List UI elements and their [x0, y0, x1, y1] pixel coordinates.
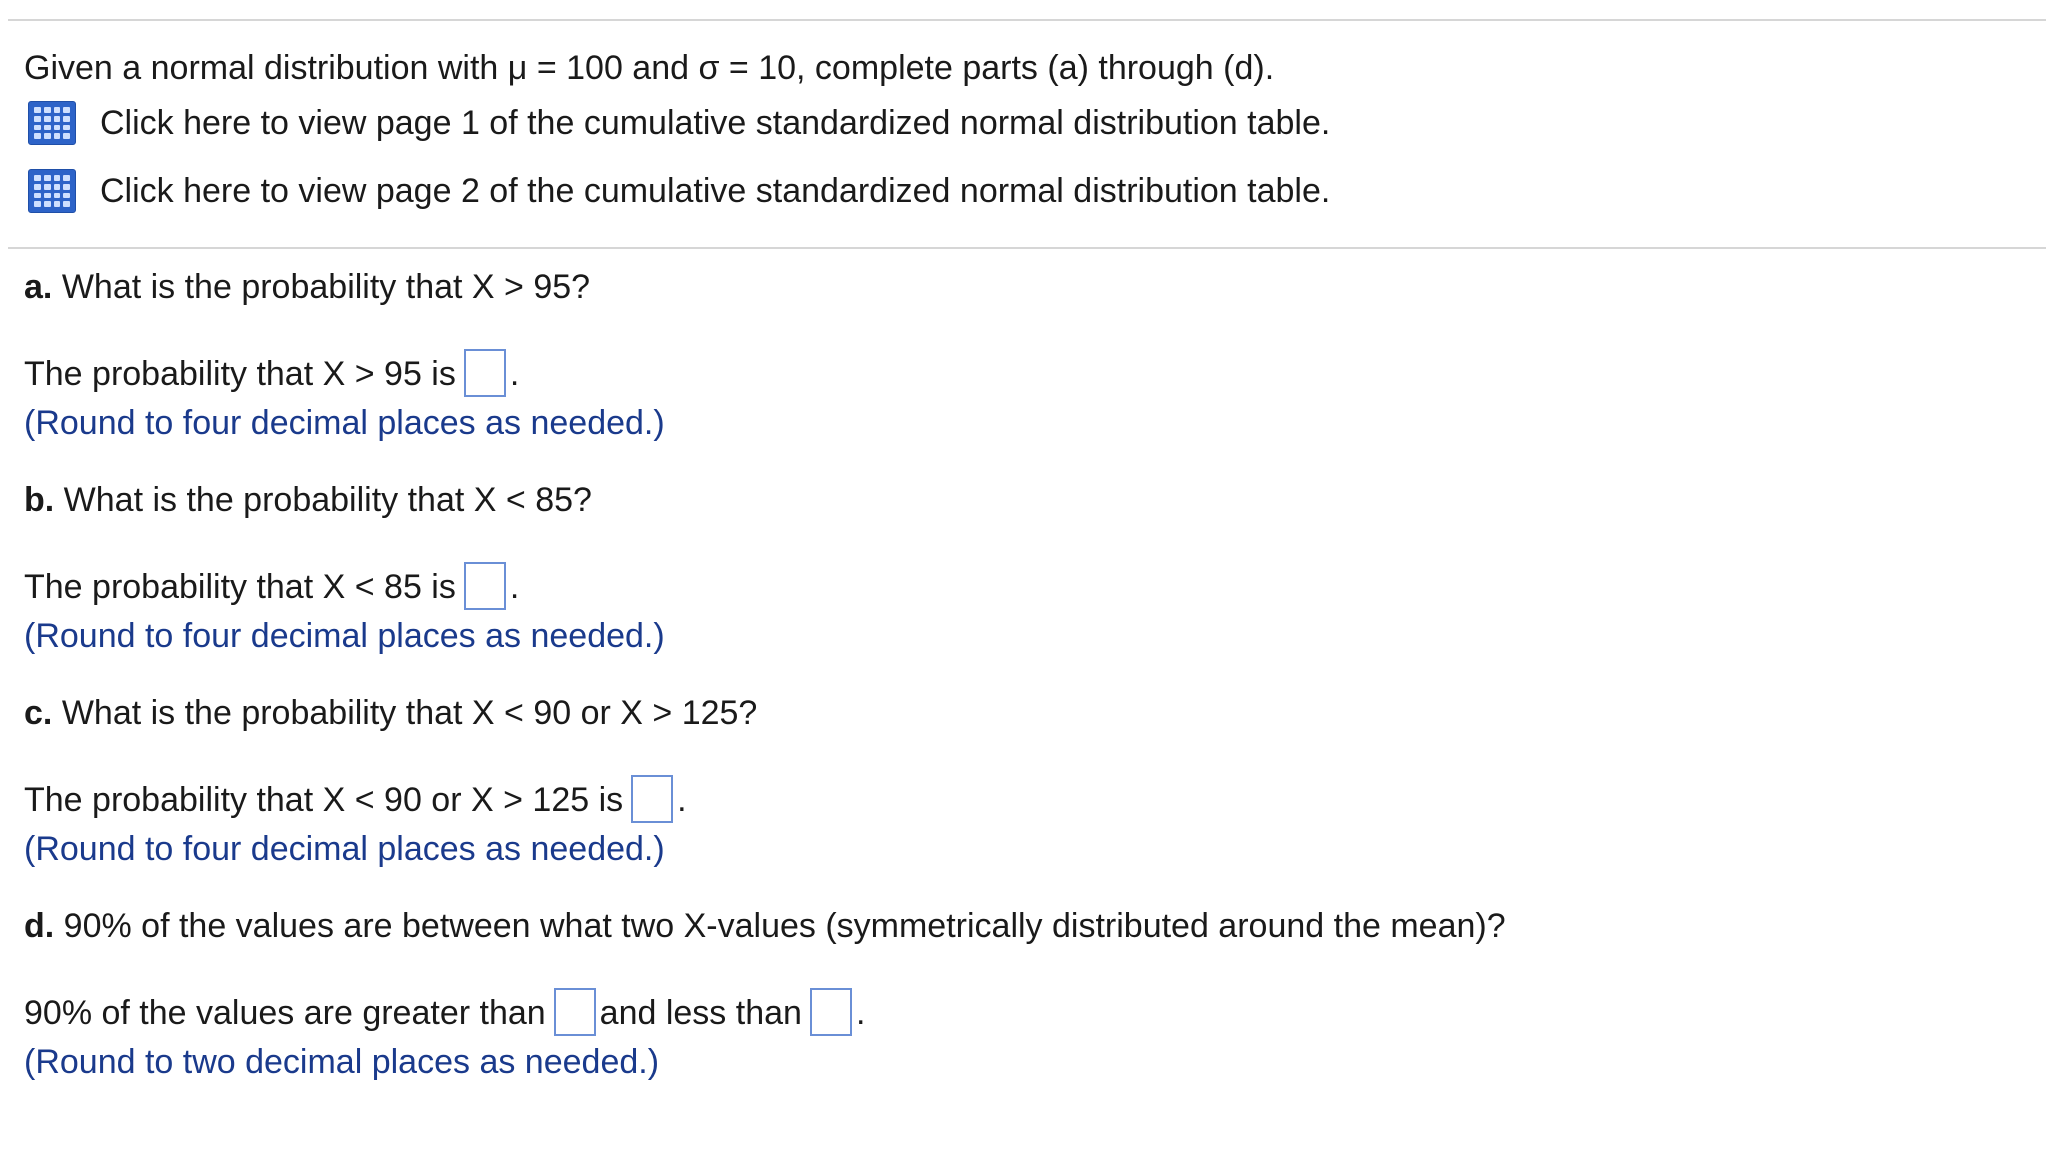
- part-d-upper-input[interactable]: [810, 988, 852, 1036]
- mu-value: = 100 and: [536, 49, 690, 87]
- part-c-answer-input[interactable]: [631, 775, 673, 823]
- part-a-answer-input[interactable]: [464, 349, 506, 397]
- part-b-question: [24, 480, 592, 520]
- part-d-question-text: 90% of the values are between what two X-values (symmetrically distributed around the mean)?: [63, 907, 1506, 945]
- part-d-answer-prefix: 90% of the values are greater than: [24, 993, 546, 1032]
- table-page-2-link[interactable]: [28, 167, 1330, 215]
- part-c-answer-line: [24, 778, 687, 826]
- part-d-hint: (Round to two decimal places as needed.): [24, 1043, 660, 1081]
- part-b-hint: (Round to four decimal places as needed.): [24, 617, 665, 655]
- table-page-1-label[interactable]: Click here to view page 1 of the cumulative standardized normal distribution table.: [100, 104, 1331, 142]
- sigma-value: = 10, complete parts (a) through (d).: [728, 49, 1275, 87]
- part-a-letter: a.: [24, 268, 53, 306]
- part-c-hint: (Round to four decimal places as needed.): [24, 830, 665, 868]
- section-divider: [8, 247, 2046, 249]
- part-c-answer-suffix: .: [677, 780, 687, 819]
- part-b-letter: b.: [24, 481, 55, 519]
- part-d-question: [24, 906, 1506, 946]
- top-divider: [8, 19, 2046, 21]
- part-d-letter: d.: [24, 907, 55, 945]
- intro-prefix: Given a normal distribution with: [24, 49, 499, 87]
- mu-symbol: μ: [507, 49, 528, 87]
- part-b-answer-prefix: The probability that X < 85 is: [24, 567, 456, 606]
- part-c-question: [24, 693, 757, 733]
- part-d-answer-middle: and less than: [599, 993, 802, 1032]
- part-a-answer-line: [24, 352, 519, 400]
- part-d-answer-line: [24, 991, 865, 1039]
- part-c-letter: c.: [24, 694, 53, 732]
- intro-text: [24, 48, 1274, 88]
- part-d-answer-suffix: .: [855, 993, 866, 1032]
- part-b-answer-suffix: .: [509, 567, 520, 606]
- part-d-lower-input[interactable]: [554, 988, 596, 1036]
- part-a-answer-suffix: .: [509, 354, 520, 393]
- part-a-question: [24, 267, 590, 307]
- part-c-answer-prefix: The probability that X < 90 or X > 125 is: [24, 780, 624, 819]
- table-icon[interactable]: [28, 101, 76, 145]
- part-b-answer-input[interactable]: [464, 562, 506, 610]
- table-icon[interactable]: [28, 169, 76, 213]
- part-a-answer-prefix: The probability that X > 95 is: [24, 354, 456, 393]
- table-page-2-label[interactable]: Click here to view page 2 of the cumulative standardized normal distribution table.: [100, 172, 1331, 210]
- part-a-question-text: What is the probability that X > 95?: [61, 268, 591, 306]
- table-page-1-link[interactable]: [28, 99, 1330, 147]
- part-c-question-text: What is the probability that X < 90 or X > 125?: [61, 694, 758, 732]
- sigma-symbol: σ: [698, 49, 720, 87]
- part-b-answer-line: [24, 565, 519, 613]
- part-b-question-text: What is the probability that X < 85?: [63, 481, 592, 519]
- part-a-hint: (Round to four decimal places as needed.): [24, 404, 665, 442]
